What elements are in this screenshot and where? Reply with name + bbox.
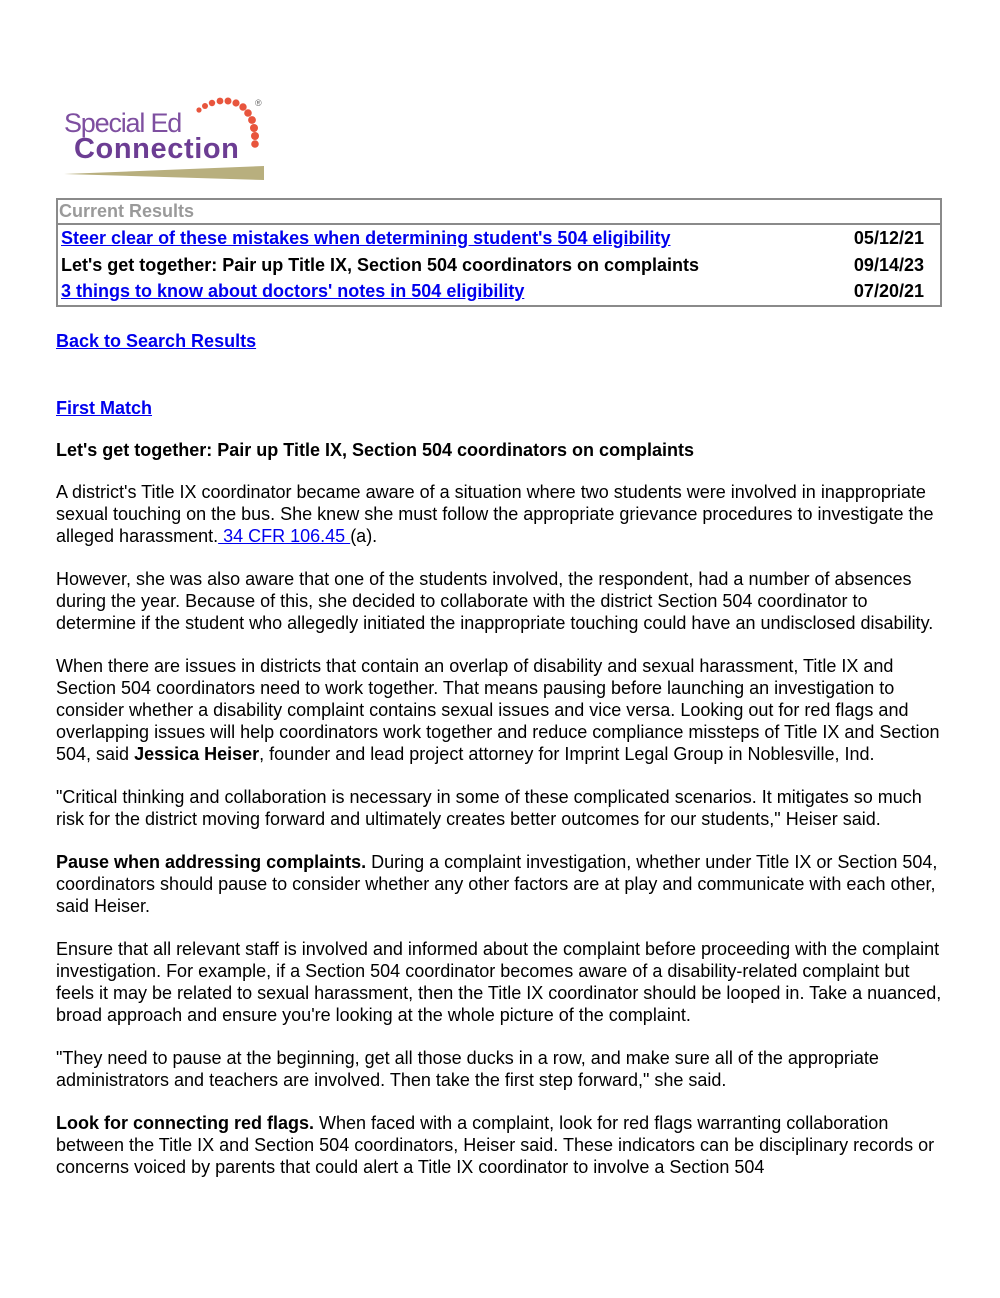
current-results-table: [56, 198, 942, 307]
results-row: [58, 278, 940, 305]
back-to-search-results-link[interactable]: Back to Search Results: [56, 331, 257, 351]
result-title-current: Let's get together: Pair up Title IX, Section 504 coordinators on complaints: [61, 254, 700, 275]
logo-text-special-ed: Special Ed: [64, 108, 182, 138]
result-date: 05/12/21: [853, 228, 924, 248]
article-paragraph: However, she was also aware that one of the students involved, the respondent, had a number of absences during the year. Because of this, she decided to collaborate with the district Section 504 coordinator to determine if the student who allegedly initiated the inappropriate touching could have an undisclosed disability.: [56, 569, 934, 633]
logo-dot: [225, 98, 232, 105]
paragraph-text: When faced with a complaint, look for red flags warranting collaboration between the Title IX and Section 504 coordinators, Heiser said. These indicators can be disciplinary records or concerns voiced by parents that could alert a Title IX coordinator to involve a Section 504: [56, 1113, 935, 1177]
logo-dot: [244, 109, 252, 117]
cfr-citation-link[interactable]: 34 CFR 106.45: [218, 526, 351, 546]
logo-dot: [239, 103, 246, 110]
logo-dot: [232, 99, 239, 106]
logo-dot: [251, 140, 259, 148]
article-paragraph: [56, 481, 946, 547]
article-paragraph: [56, 851, 946, 917]
logo-dot: [250, 124, 258, 132]
article-paragraph: Ensure that all relevant staff is involved and informed about the complaint before proceeding with the complaint investigation. For example, if a Section 504 coordinator becomes aware of a disability-related complaint but feels it may be related to sexual harassment, then the Title IX coordinator should be looped in. Take a nuanced, broad approach and ensure you're looking at the whole picture of the complaint.: [56, 939, 942, 1025]
logo-dot: [202, 103, 208, 109]
paragraph-text: (a).: [350, 526, 378, 546]
article-paragraph: "They need to pause at the beginning, get all those ducks in a row, and make sure all of the appropriate administrators and teachers are involved. Then take the first step forward," she said.: [56, 1048, 879, 1090]
current-results-header: Current Results: [58, 200, 940, 225]
result-link[interactable]: 3 things to know about doctors' notes in 504 eligibility: [61, 281, 525, 301]
results-row: [58, 225, 940, 252]
result-date: 07/20/21: [853, 281, 924, 301]
logo-underline-swoosh: [64, 166, 264, 180]
logo-dot: [196, 107, 201, 112]
logo-text-connection: Connection: [74, 133, 240, 165]
logo-dot: [248, 116, 256, 124]
logo-dot: [251, 132, 259, 140]
result-link[interactable]: Steer clear of these mistakes when determining student's 504 eligibility: [61, 228, 671, 248]
result-date: 09/14/23: [853, 254, 924, 275]
logo-dot: [209, 100, 215, 106]
article-paragraph: "Critical thinking and collaboration is necessary in some of these complicated scenarios. It mitigates so much risk for the district moving forward and ultimately creates better outcomes for our students," Heiser said.: [56, 787, 922, 829]
article-body: [56, 481, 946, 1199]
registered-mark: ®: [255, 98, 262, 108]
paragraph-text: When there are issues in districts that contain an overlap of disability and sexual harassment, Title IX and Section 504 coordinators need to work together. That means pausing before launching an investigation to consider whether a disability complaint contains sexual issues and vice versa. Looking out for red flags and overlapping issues will help coordinators work together and reduce compliance missteps of Title IX and Section 504, said: [56, 656, 940, 764]
section-lead-in: Pause when addressing complaints.: [56, 852, 367, 872]
article-paragraph: [56, 655, 946, 765]
person-name: Jessica Heiser: [134, 744, 260, 764]
special-ed-connection-logo: [64, 94, 264, 184]
paragraph-text: During a complaint investigation, whether under Title IX or Section 504, coordinators should pause to consider whether any other factors are at play and communicate with each other, said Heiser.: [56, 852, 938, 916]
paragraph-text: , founder and lead project attorney for Imprint Legal Group in Noblesville, Ind.: [259, 744, 875, 764]
results-row-current: [58, 252, 940, 279]
logo-dot: [217, 98, 224, 105]
paragraph-text: A district's Title IX coordinator became aware of a situation where two students were involved in inappropriate sexual touching on the bus. She knew she must follow the appropriate grievance procedures to investigate the alleged harassment.: [56, 482, 934, 546]
article-title: Let's get together: Pair up Title IX, Section 504 coordinators on complaints: [56, 440, 695, 460]
section-lead-in: Look for connecting red flags.: [56, 1113, 315, 1133]
article-paragraph: [56, 1112, 946, 1178]
first-match-link[interactable]: First Match: [56, 398, 153, 418]
